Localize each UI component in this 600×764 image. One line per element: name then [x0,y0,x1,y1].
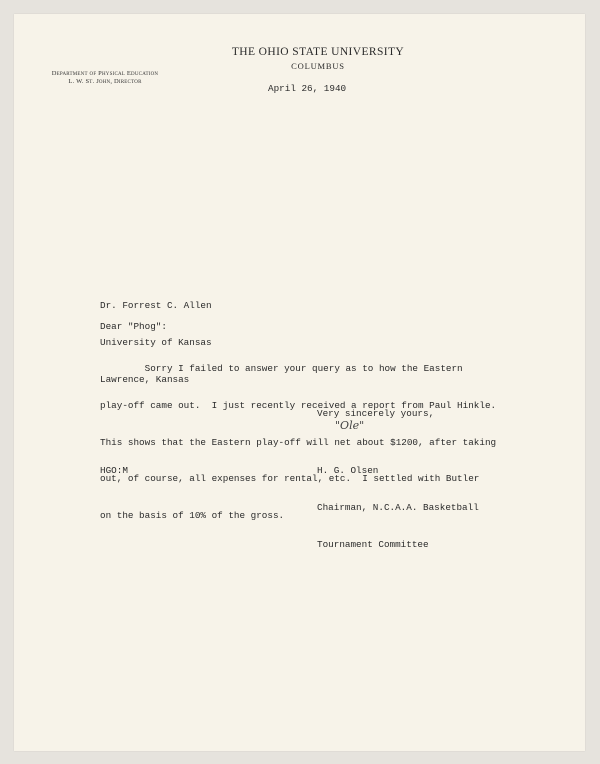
institution-name: THE OHIO STATE UNIVERSITY [231,46,405,58]
body-line: Sorry I failed to answer your query as to how the Eastern [100,363,463,375]
handwritten-signature: "Ole" [335,419,365,432]
body-line: on the basis of 10% of the gross. [100,509,285,521]
institution-city: COLUMBUS [291,61,345,71]
body-line: This shows that the Eastern play-off will net about $1200, after taking [100,436,497,448]
recipient-line: Dr. Forrest C. Allen [100,300,212,312]
body-line: play-off came out. I just recently received a report from Paul Hinkle. [100,400,497,412]
signer-name: H. G. Olsen [317,465,379,477]
department-name: Department of Physical Education [51,70,159,77]
department-block [30,70,180,86]
signer-title: Chairman, N.C.A.A. Basketball [317,502,479,514]
department-director: L. W. St. John, Director [68,78,142,85]
body-line: out, of course, all expenses for rental, etc. I settled with Butler [100,473,480,485]
recipient-line: Lawrence, Kansas [100,373,190,385]
salutation: Dear "Phog": [100,321,167,332]
signer-block [317,441,479,563]
letter-date: April 26, 1940 [268,83,347,94]
closing: Very sincerely yours, [317,408,435,419]
reference-initials: HGO:M [100,465,128,476]
signer-title: Tournament Committee [317,538,429,550]
recipient-line: University of Kansas [100,337,212,349]
